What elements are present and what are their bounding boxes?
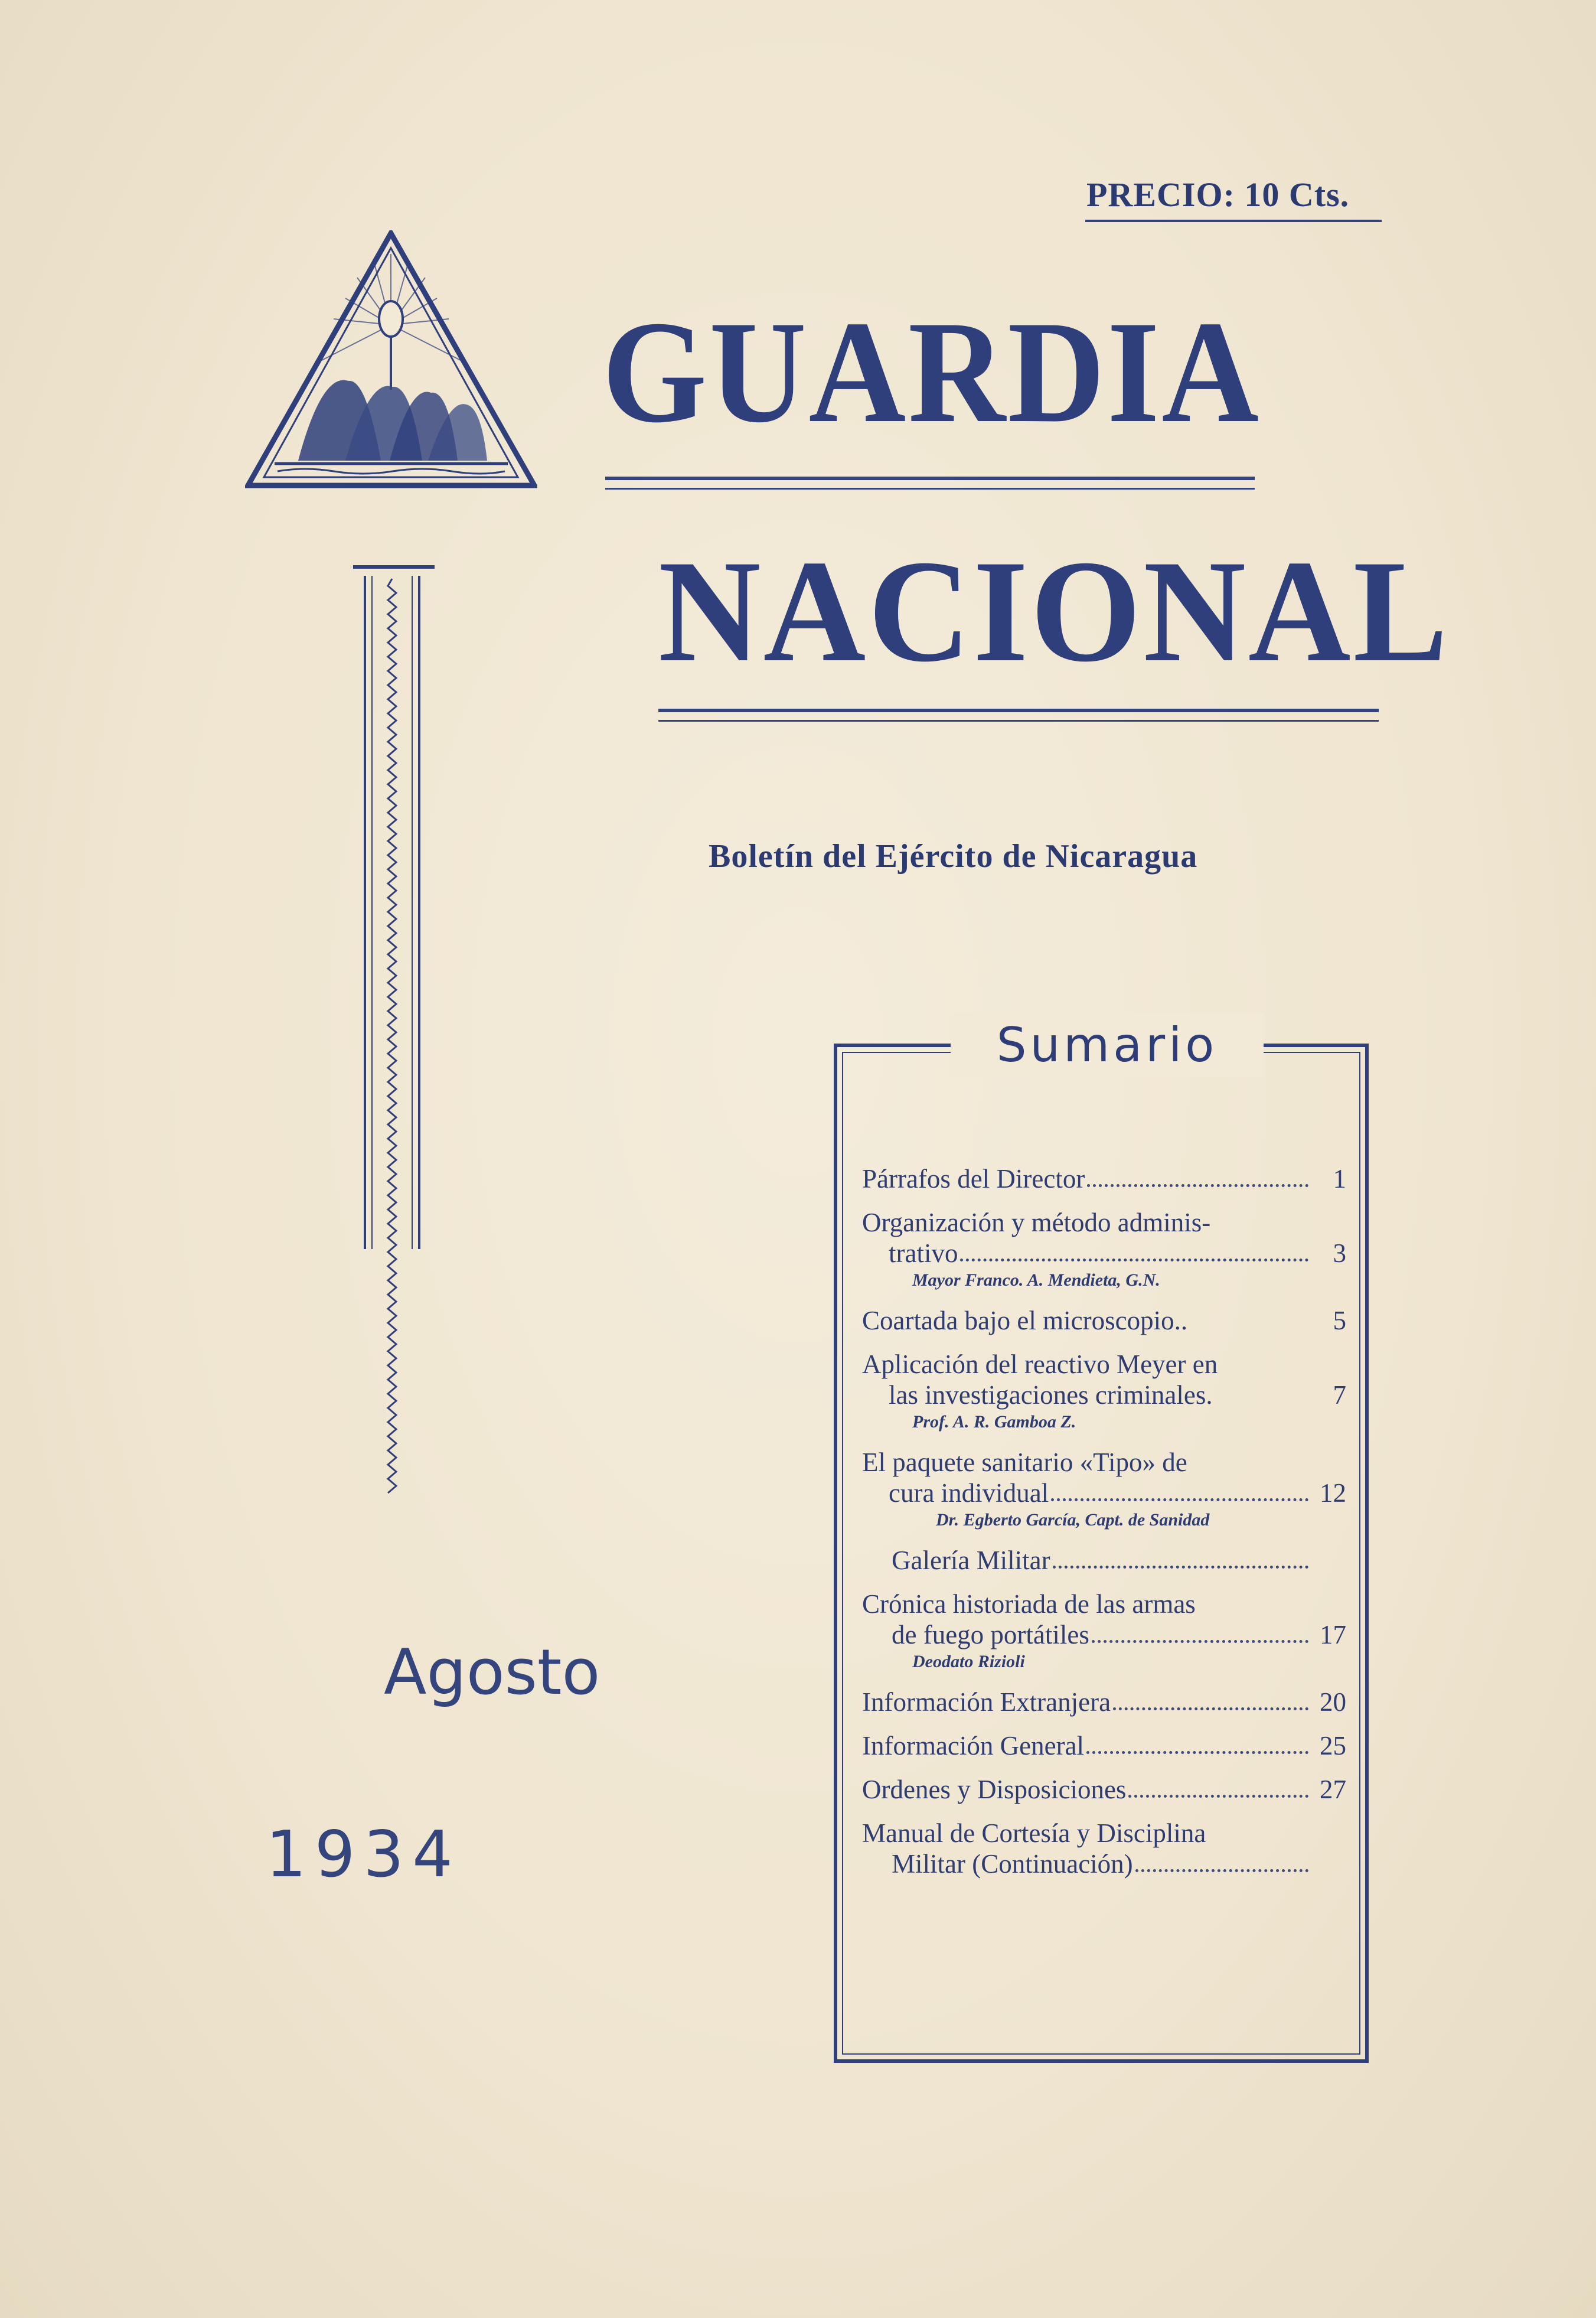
title-divider <box>658 709 1379 712</box>
issue-year: 1934 <box>266 1818 461 1892</box>
toc-entry-author: Mayor Franco. A. Mendieta, G.N. <box>912 1270 1160 1290</box>
masthead-title-guardia: GUARDIA <box>602 291 1261 453</box>
column-ornament <box>353 561 442 1500</box>
price-label: PRECIO: 10 Cts. <box>1086 175 1350 214</box>
toc-entry-title-cont: de fuego portátiles <box>892 1620 1089 1649</box>
leader-dots <box>1087 1184 1308 1187</box>
toc-entry-title: Información Extranjera <box>862 1687 1111 1717</box>
masthead-title-nacional: NACIONAL <box>658 530 1450 692</box>
toc-entry <box>862 1774 1346 1805</box>
leader-dots <box>1053 1566 1308 1569</box>
toc-entry-title: Información General <box>862 1731 1085 1760</box>
toc-entry-title-cont: las investigaciones criminales. <box>889 1380 1213 1410</box>
leader-dots <box>1051 1498 1308 1501</box>
issue-month: Agosto <box>384 1636 600 1709</box>
title-divider <box>658 720 1379 722</box>
toc-entry-title: Párrafos del Director <box>862 1164 1085 1194</box>
toc-entry-page: 27 <box>1320 1775 1346 1804</box>
toc-entry-page: 17 <box>1320 1620 1346 1649</box>
triangle-volcano-emblem-icon <box>245 230 537 490</box>
bulletin-subtitle: Boletín del Ejército de Nicaragua <box>709 838 1198 875</box>
toc-entry-author: Prof. A. R. Gamboa Z. <box>912 1412 1076 1432</box>
toc-entry-page: 25 <box>1320 1731 1346 1760</box>
leader-dots <box>1135 1869 1308 1872</box>
toc-entry-page: 7 <box>1333 1380 1346 1410</box>
toc-entry <box>862 1447 1346 1532</box>
toc-entry <box>862 1545 1346 1576</box>
toc-entry-page: 20 <box>1320 1687 1346 1717</box>
sumario-heading: Sumario <box>951 1013 1264 1078</box>
toc-entry <box>862 1687 1346 1717</box>
title-divider <box>605 477 1255 480</box>
toc-entry-title: Ordenes y Disposiciones <box>862 1775 1127 1804</box>
toc-entry-page: 3 <box>1333 1238 1346 1268</box>
toc-entry-page: 5 <box>1333 1306 1346 1335</box>
toc-entry <box>862 1818 1346 1879</box>
toc-entry-title: El paquete sanitario «Tipo» de <box>862 1447 1187 1477</box>
toc-entry-title: Galería Militar <box>892 1546 1050 1575</box>
toc-entry-title: Organización y método adminis- <box>862 1208 1211 1237</box>
toc-entry <box>862 1349 1346 1434</box>
toc-entry-title: Coartada bajo el microscopio.. <box>862 1306 1188 1335</box>
toc-entry <box>862 1730 1346 1761</box>
toc-entry-title: Manual de Cortesía y Disciplina <box>862 1818 1206 1848</box>
toc-entry <box>862 1589 1346 1674</box>
toc-entry <box>862 1163 1346 1194</box>
toc-entry-page: 12 <box>1320 1478 1346 1508</box>
toc-entry-title-cont: Militar (Continuación) <box>892 1849 1133 1879</box>
toc-entry-author: Deodato Rizioli <box>912 1652 1025 1671</box>
toc-entry <box>862 1305 1346 1336</box>
toc-entry <box>862 1207 1346 1292</box>
toc-entry-page: 1 <box>1333 1164 1346 1194</box>
toc-entry-title: Crónica historiada de las armas <box>862 1589 1196 1619</box>
leader-dots <box>960 1259 1308 1261</box>
title-divider <box>605 488 1255 490</box>
toc-entry-title-cont: cura individual <box>889 1478 1049 1508</box>
table-of-contents <box>862 1163 1346 1892</box>
leader-dots <box>1092 1640 1308 1643</box>
price-underline <box>1085 220 1382 222</box>
leader-dots <box>1086 1751 1308 1754</box>
toc-entry-title-cont: trativo <box>889 1238 958 1268</box>
toc-entry-author: Dr. Egberto García, Capt. de Sanidad <box>936 1510 1210 1530</box>
leader-dots <box>1128 1795 1308 1798</box>
leader-dots <box>1113 1707 1308 1710</box>
toc-entry-title: Aplicación del reactivo Meyer en <box>862 1349 1218 1379</box>
